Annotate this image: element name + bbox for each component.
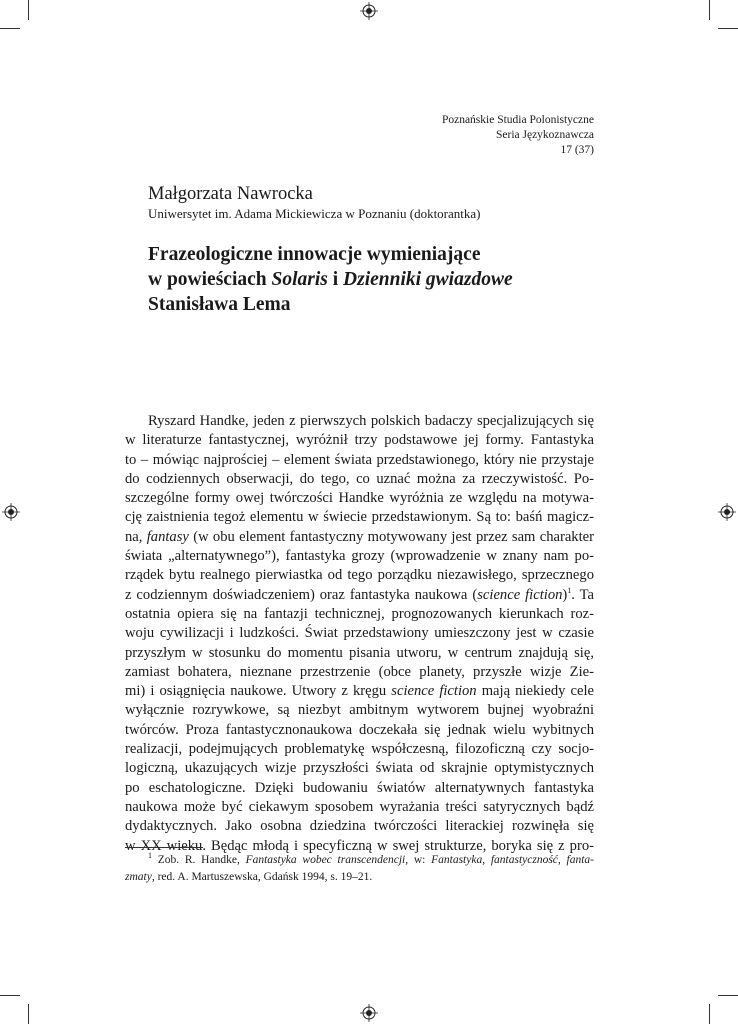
body-line: szczególne formy owej twórczości Handke wyróżnia ze względu na motywa- <box>125 490 594 507</box>
registration-mark-icon <box>2 503 20 521</box>
footnote-text: , red. A. Martuszewska, Gdańsk 1994, s. 19–21. <box>151 870 373 883</box>
body-text: (w obu element fantastyczny motywowany jest przez sam charakter <box>188 528 594 545</box>
body-line: to – mówiąc najprościej – element świata przedstawionego, który nie przystaje <box>125 451 594 468</box>
footnote-ref[interactable]: 1 <box>567 585 572 595</box>
article-title <box>148 242 608 317</box>
body-line: świata „alternatywnego”), fantastyka grozy (wprowadzenie w znany nam po- <box>125 548 594 565</box>
registration-mark-icon <box>360 2 378 20</box>
journal-name: Poznańskie Studia Polonistyczne <box>441 114 594 126</box>
body-line: Ryszard Handke, jeden z pierwszych polskich badaczy specjalizujących się <box>148 413 594 429</box>
crop-mark <box>709 1004 710 1024</box>
body-line <box>125 586 594 605</box>
footnote-italic: zmaty <box>125 870 152 883</box>
footnote-number: 1 <box>148 851 152 861</box>
body-line: dydaktycznych. Jako osobna dziedzina twórczości literackiej rozwinęła się <box>125 818 594 835</box>
body-paragraph <box>125 412 594 856</box>
crop-mark <box>718 995 738 996</box>
body-line: do codziennych obserwacji, do tego, co uznać można za rzeczywistość. Po- <box>125 470 594 487</box>
body-text: . Ta <box>571 586 595 603</box>
author-name: Małgorzata Nawrocka <box>148 184 313 204</box>
title-italic: Dzienniki gwiazdowe <box>343 269 513 290</box>
title-line: Frazeologiczne innowacje wymieniające <box>148 244 481 265</box>
body-line <box>125 528 594 547</box>
footnote-line <box>125 852 594 869</box>
body-text: ) <box>562 586 568 603</box>
crop-mark <box>28 0 29 20</box>
body-line: w literaturze fantastycznej, wyróżnił trzy podstawowe jej formy. Fantastyka <box>125 432 594 449</box>
body-line: po eschatologiczne. Dzięki budowaniu światów alternatywnych fantastyka <box>125 779 594 796</box>
body-line: zamiast bohatera, nieznane przestrzenie (obce planety, przyszłe wizje Zie- <box>125 663 594 680</box>
body-line: realizacji, podejmujących problematykę współczesną, filozoficzną czy socjo- <box>125 741 594 758</box>
body-line: logiczną, ukazujących wizje przyszłości świata od skrajnie optymistycznych <box>125 760 594 777</box>
body-line: w XX wieku. Będąc młodą i specyficzną w swej strukturze, boryka się z pro- <box>125 837 594 854</box>
footnote <box>125 852 594 885</box>
author-affiliation: Uniwersytet im. Adama Mickiewicza w Poznaniu (doktorantka) <box>148 206 481 221</box>
series-name: Seria Językoznawcza <box>495 129 594 141</box>
title-line: Stanisława Lema <box>148 294 291 315</box>
footnote-italic: Fantastyka, fantastyczność, fanta- <box>431 854 594 866</box>
crop-mark <box>0 995 20 996</box>
crop-mark <box>0 28 20 29</box>
body-line: twórców. Proza fantastycznonaukowa doczekała się jednak wielu wybitnych <box>125 721 594 738</box>
body-italic: fantasy <box>146 528 189 545</box>
issue-number: 17 (37) <box>560 144 594 156</box>
footnote-line <box>125 869 594 886</box>
body-line: wyłącznie rozrywkowe, są niezbyt ambitnym wytworem bujnej wyobraźni <box>125 702 594 719</box>
body-line: przyszłym w stosunku do momentu pisania utworu, w centrum znajdują się, <box>125 644 594 661</box>
running-header <box>442 113 594 158</box>
body-text: z codziennym doświadczeniem) oraz fantastyka naukowa ( <box>125 586 478 603</box>
footnote-italic: Fantastyka wobec transcendencji <box>245 854 406 866</box>
footnote-text: , w: <box>405 854 432 866</box>
body-italic: science fiction <box>477 586 563 603</box>
body-text: mają niekiedy cele <box>476 683 595 700</box>
crop-mark <box>28 1004 29 1024</box>
registration-mark-icon <box>718 503 736 521</box>
body-line: rządek bytu realnego pierwiastka od tego porządku niezawisłego, sprzecznego <box>125 567 594 584</box>
registration-mark-icon <box>360 1004 378 1022</box>
crop-mark <box>709 0 710 20</box>
body-line: woju cywilizacji i ludzkości. Świat przedstawiony umieszczony jest w czasie <box>125 625 594 642</box>
body-text: mi) i osiągnięcia naukowe. Utwory z kręgu <box>125 683 392 700</box>
footnote-divider <box>125 847 203 848</box>
body-line: naukowa może być ciekawym sposobem wyrażania treści satyrycznych bądź <box>125 798 594 815</box>
body-line: cję zaistnienia tegoż elementu w świecie przedstawionym. Są to: baśń magicz- <box>125 509 594 526</box>
footnote-text: Zob. R. Handke, <box>152 854 246 866</box>
body-line: ostatnia opiera się na fantazji technicznej, prognozowanych kierunkach roz- <box>125 605 594 622</box>
body-italic: science fiction <box>391 683 477 700</box>
title-text: w powieściach <box>148 269 272 290</box>
body-text: na, <box>125 528 147 545</box>
body-line <box>125 682 594 701</box>
crop-mark <box>718 28 738 29</box>
title-text: i <box>327 269 344 290</box>
title-italic: Solaris <box>271 269 328 290</box>
title-line <box>148 267 608 292</box>
